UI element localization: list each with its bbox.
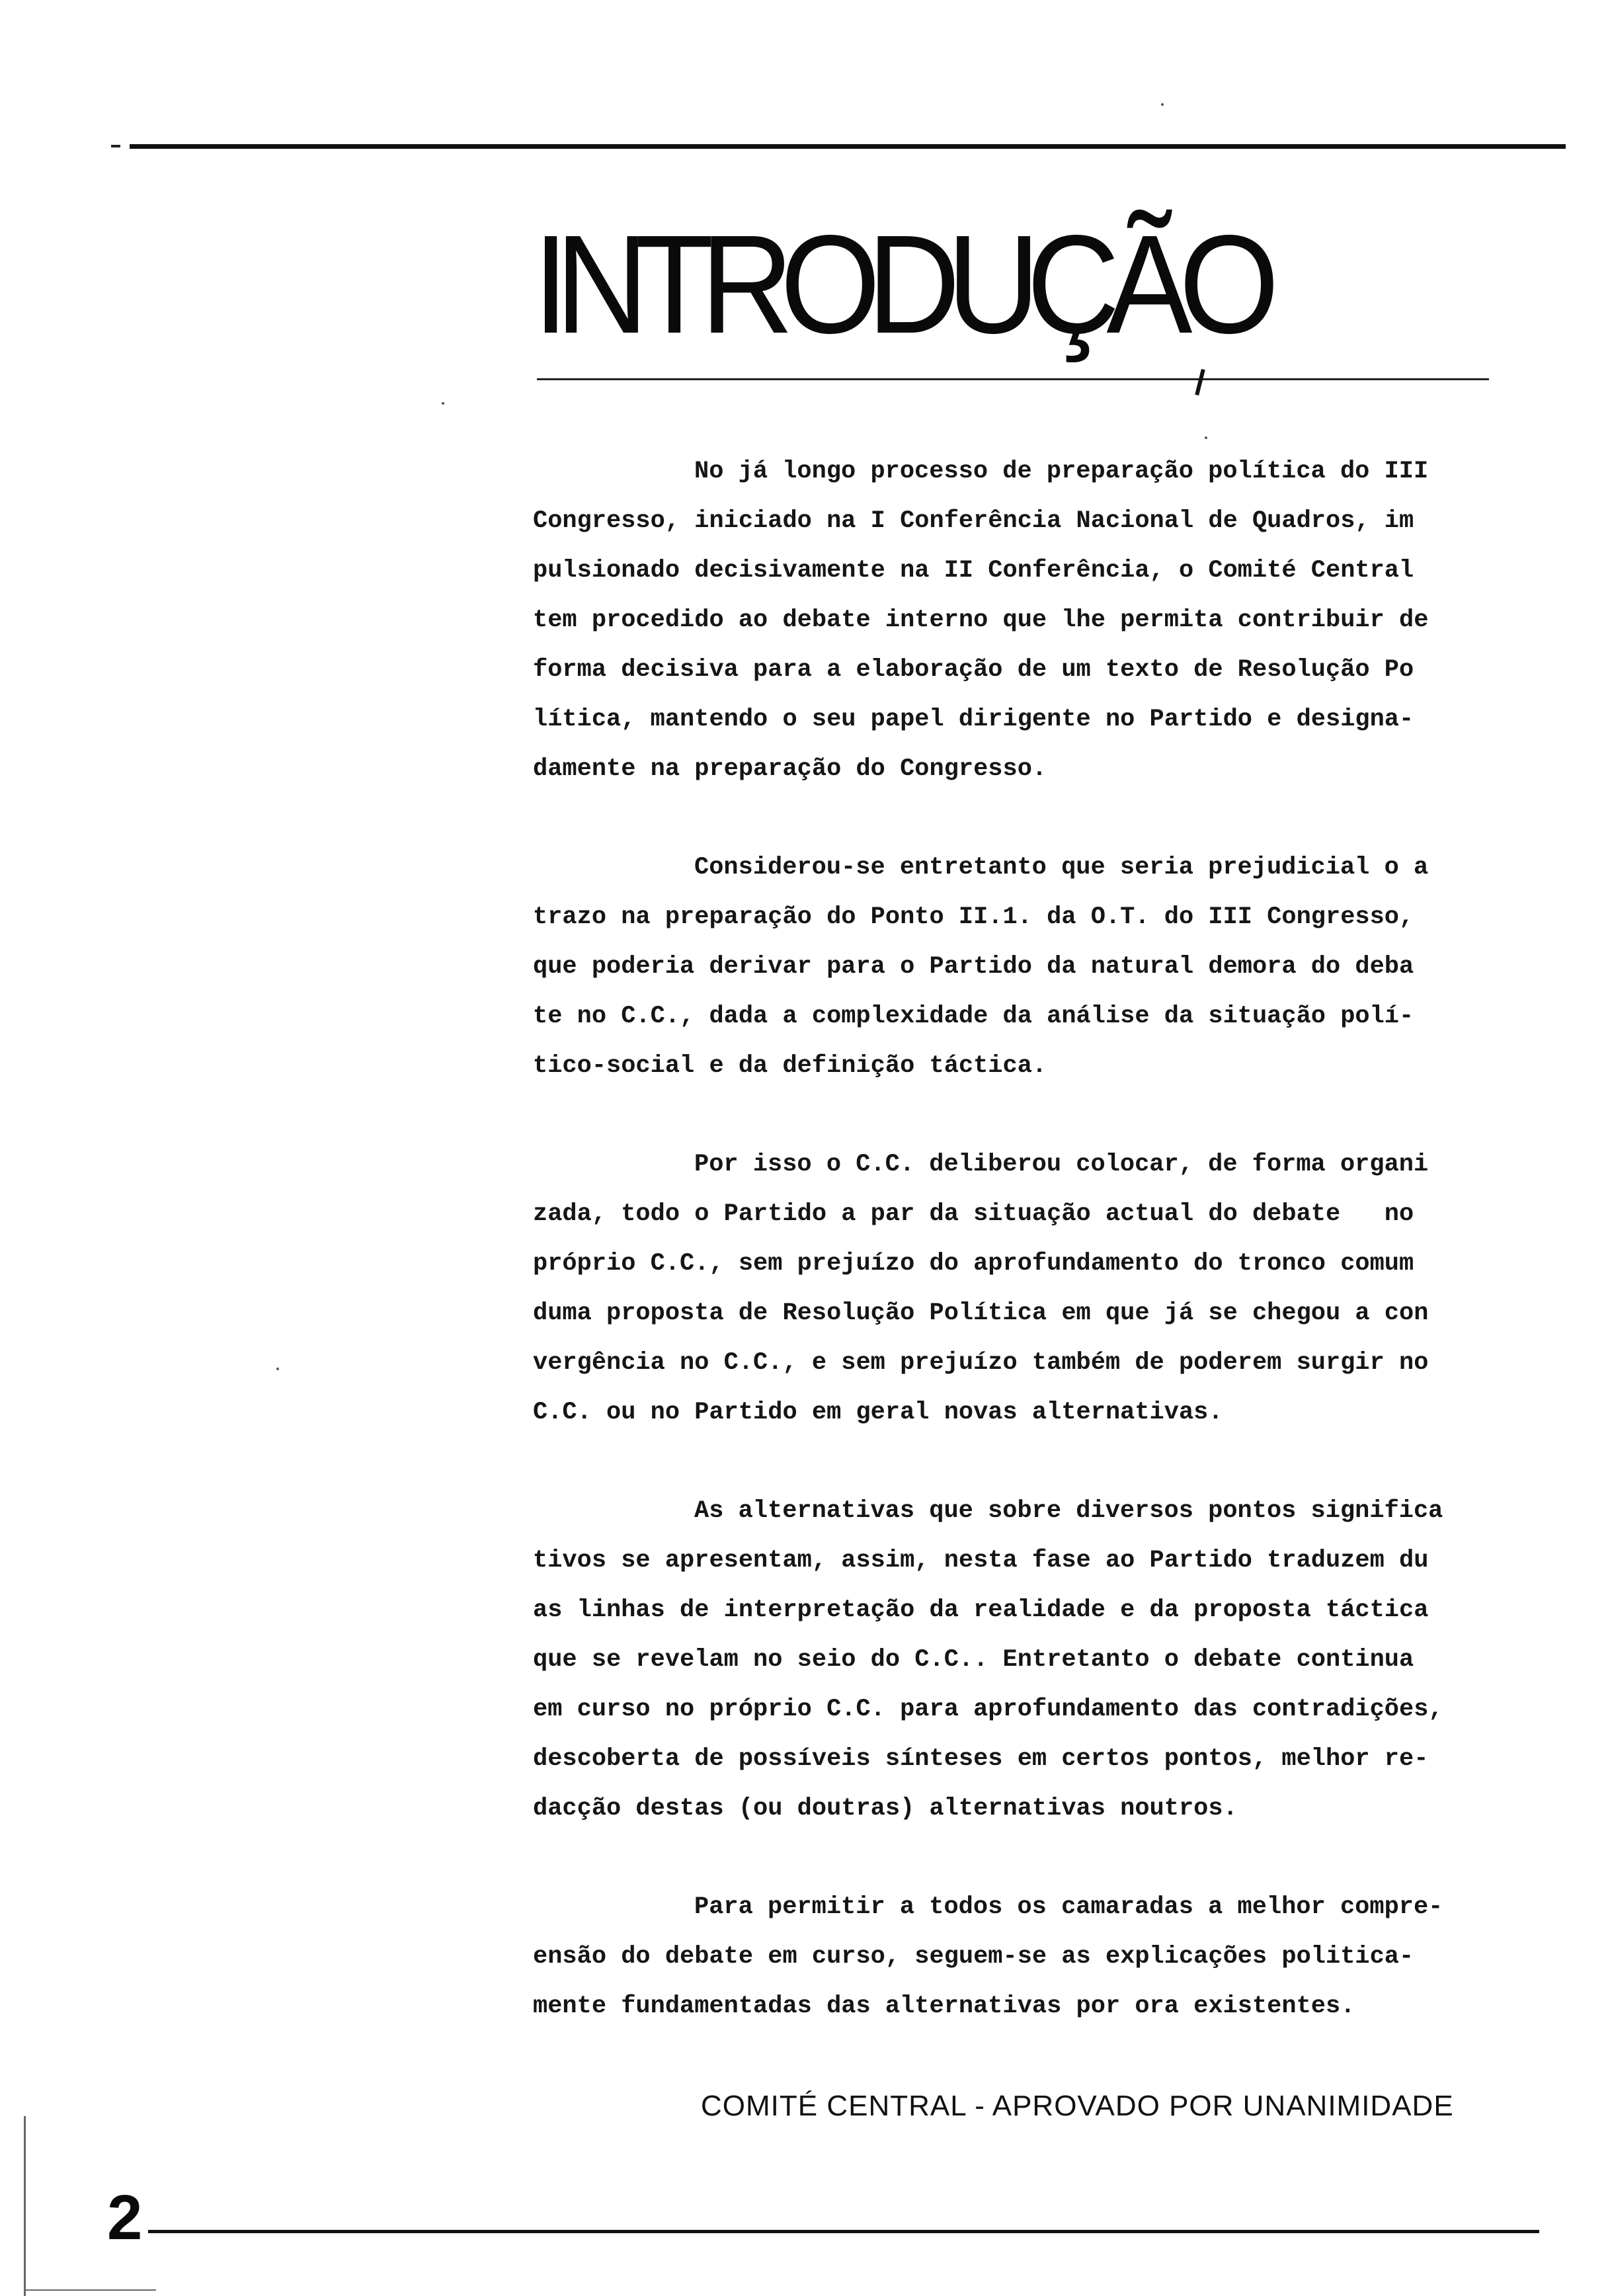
text-line: as linhas de interpretação da realidade e da proposta táctica [533,1596,1429,1624]
text-line: forma decisiva para a elaboração de um texto de Resolução Po [533,656,1414,684]
text-line: te no C.C., dada a complexidade da análise da situação polí- [533,1003,1414,1030]
text-line: que poderia derivar para o Partido da natural demora do deba [533,953,1414,981]
text-line: C.C. ou no Partido em geral novas alternativas. [533,1399,1223,1426]
text-line: lítica, mantendo o seu papel dirigente no Partido e designa- [533,706,1414,733]
text-line: zada, todo o Partido a par da situação actual do debate no [533,1200,1414,1228]
text-line: dacção destas (ou doutras) alternativas noutros. [533,1795,1238,1823]
paragraph-1 [533,447,1511,794]
text-line: que se revelam no seio do C.C.. Entretanto o debate continua [533,1646,1414,1674]
text-line: Para permitir a todos os camaradas a melhor compre- [694,1893,1443,1921]
text-line: ensão do debate em curso, seguem-se as explicações politica- [533,1943,1414,1971]
text-line: vergência no C.C., e sem prejuízo também de poderem surgir no [533,1349,1429,1377]
paragraph-5 [533,1883,1511,2031]
scan-speck [276,1368,279,1370]
body-text [533,447,1511,2080]
scan-speck [1161,103,1164,106]
text-line: Por isso o C.C. deliberou colocar, de forma organi [694,1151,1429,1178]
text-line: descoberta de possíveis sínteses em certos pontos, melhor re- [533,1745,1429,1773]
paragraph-3 [533,1140,1511,1438]
title-underline [537,378,1489,380]
text-line: tem procedido ao debate interno que lhe permita contribuir de [533,606,1429,634]
paragraph-2 [533,843,1511,1091]
scan-speck [442,402,444,405]
text-line: Congresso, iniciado na I Conferência Nacional de Quadros, im [533,507,1414,535]
text-line: trazo na preparação do Ponto II.1. da O.T. do III Congresso, [533,903,1414,931]
margin-line [24,2116,26,2296]
text-line: No já longo processo de preparação política do III [694,458,1429,485]
text-line: próprio C.C., sem prejuízo do aprofundamento do tronco comum [533,1250,1414,1278]
top-rule [130,144,1566,149]
text-line: duma proposta de Resolução Política em que já se chegou a con [533,1299,1429,1327]
title-underline-mark [1195,369,1205,395]
text-line: tivos se apresentam, assim, nesta fase ao Partido traduzem du [533,1547,1429,1575]
bottom-rule [148,2230,1539,2233]
text-line: As alternativas que sobre diversos pontos significa [694,1497,1443,1525]
text-line: em curso no próprio C.C. para aprofundamento das contradições, [533,1696,1443,1723]
top-rule-dash [111,145,120,147]
text-line: Considerou-se entretanto que seria prejudicial o a [694,854,1429,882]
text-line: pulsionado decisivamente na II Conferência, o Comité Central [533,557,1414,585]
text-line: mente fundamentadas das alternativas por ora existentes. [533,1992,1355,2020]
scan-speck [1205,436,1207,439]
text-line: tico-social e da definição táctica. [533,1052,1047,1080]
margin-line-bottom [24,2289,156,2291]
page-number: 2 [107,2182,143,2253]
page-title: INTRODUÇÃO [533,206,1266,362]
paragraph-4 [533,1487,1511,1834]
text-line: damente na preparação do Congresso. [533,755,1047,783]
signature: COMITÉ CENTRAL - APROVADO POR UNANIMIDADE [701,2090,1454,2122]
